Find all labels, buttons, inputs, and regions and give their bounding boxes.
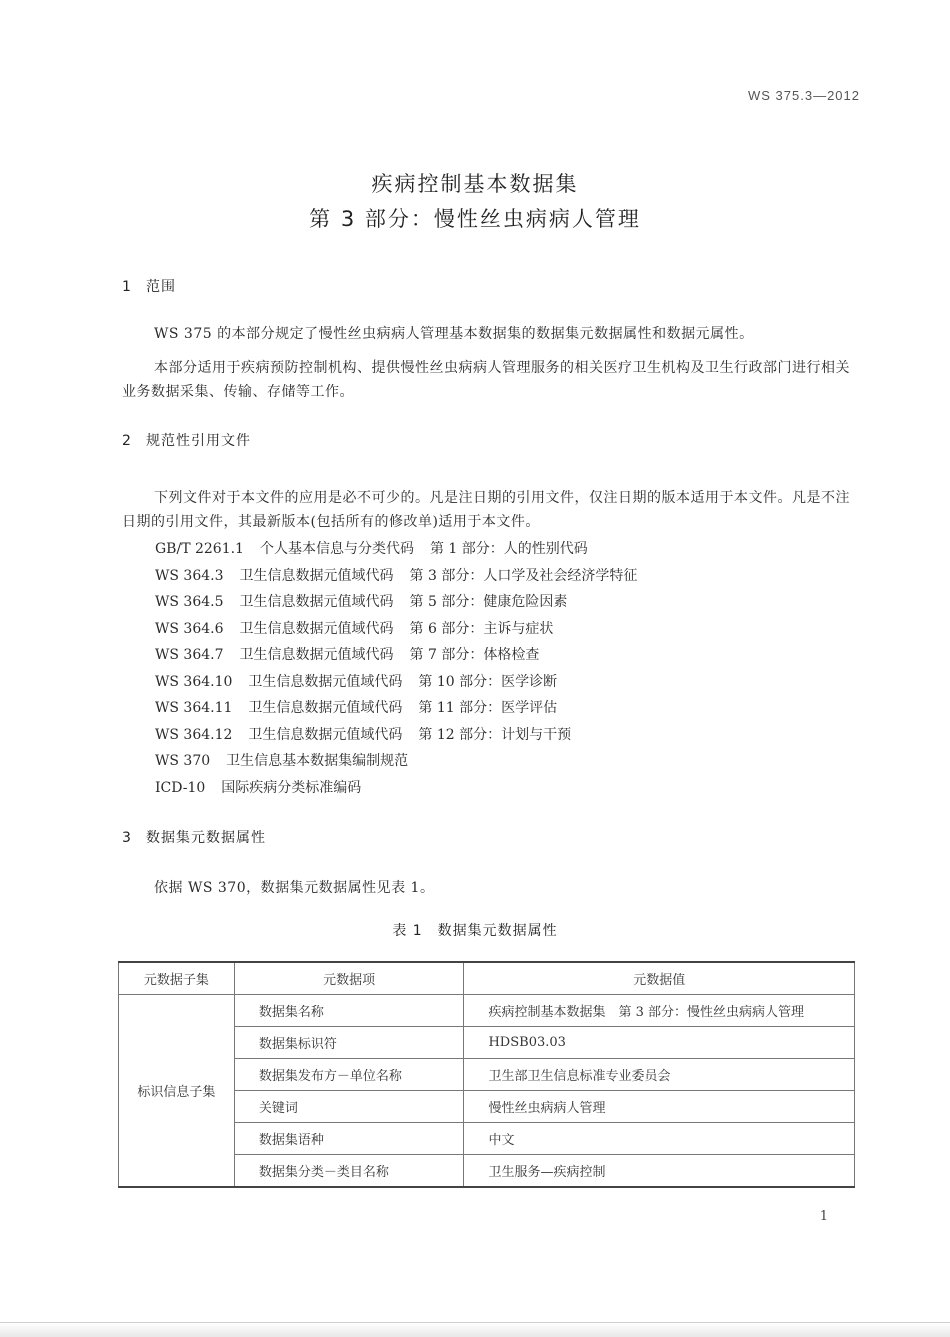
reference-part: 第 1 部分：人的性别代码 xyxy=(429,541,588,557)
metadata-item: 数据集名称 xyxy=(234,995,464,1027)
reference-title: 卫生信息数据元值域代码 xyxy=(239,620,394,637)
reference-item xyxy=(155,616,637,643)
table-row xyxy=(119,995,855,1027)
reference-title: 卫生信息数据元值域代码 xyxy=(239,647,394,663)
document-subtitle: 第 3 部分：慢性丝虫病病人管理 xyxy=(309,207,641,231)
reference-title: 卫生信息数据元值域代码 xyxy=(239,567,394,584)
metadata-item: 数据集分类－类目名称 xyxy=(234,1155,464,1188)
reference-code: WS 364.6 xyxy=(155,620,224,637)
reference-part: 第 5 部分：健康危险因素 xyxy=(409,594,568,610)
metadata-value: 卫生部卫生信息标准专业委员会 xyxy=(464,1059,855,1091)
reference-code: WS 364.10 xyxy=(155,673,233,690)
section-heading-scope xyxy=(122,276,176,296)
column-header: 元数据子集 xyxy=(119,962,235,995)
paragraph: 依据 WS 370，数据集元数据属性见表 1。 xyxy=(154,880,435,896)
metadata-value: 疾病控制基本数据集 第 3 部分：慢性丝虫病病人管理 xyxy=(464,995,855,1027)
reference-code: WS 370 xyxy=(155,753,211,769)
reference-code: WS 364.5 xyxy=(155,594,224,610)
document-code: WS 375.3—2012 xyxy=(747,88,860,103)
reference-title: 卫生信息基本数据集编制规范 xyxy=(226,753,409,769)
reference-item xyxy=(155,589,637,616)
reference-title: 国际疾病分类标准编码 xyxy=(221,779,362,796)
reference-title: 卫生信息数据元值域代码 xyxy=(248,726,403,743)
metadata-item: 数据集标识符 xyxy=(234,1027,464,1059)
reference-part: 第 6 部分：主诉与症状 xyxy=(409,620,554,637)
column-header: 元数据值 xyxy=(464,962,855,995)
metadata-item: 数据集发布方－单位名称 xyxy=(234,1059,464,1091)
reference-item xyxy=(155,563,637,590)
paragraph: 下列文件对于本文件的应用是必不可少的。凡是注日期的引用文件，仅注日期的版本适用于本文件。凡是不注日期的引用文件，其最新版本(包括所有的修改单)适用于本文件。 xyxy=(122,490,850,530)
reference-part: 第 7 部分：体格检查 xyxy=(409,647,540,663)
reference-part: 第 10 部分：医学诊断 xyxy=(418,673,558,690)
section-number: 1 xyxy=(122,279,131,295)
page-number: 1 xyxy=(819,1209,828,1224)
reference-item xyxy=(155,775,637,802)
metadata-value: 慢性丝虫病病人管理 xyxy=(464,1091,855,1123)
reference-code: ICD-10 xyxy=(155,779,206,796)
paragraph: WS 375 的本部分规定了慢性丝虫病病人管理基本数据集的数据集元数据属性和数据元属性。 xyxy=(154,326,754,342)
section-number: 2 xyxy=(122,433,131,449)
section-heading-normative-references xyxy=(122,430,251,450)
document-title: 疾病控制基本数据集 xyxy=(371,172,579,196)
reference-list xyxy=(155,536,637,801)
metadata-item: 数据集语种 xyxy=(234,1123,464,1155)
reference-code: WS 364.3 xyxy=(155,567,224,584)
reference-part: 第 11 部分：医学评估 xyxy=(418,700,558,716)
paragraph: 本部分适用于疾病预防控制机构、提供慢性丝虫病病人管理服务的相关医疗卫生机构及卫生行政部门进行相关业务数据采集、传输、存储等工作。 xyxy=(122,360,850,400)
metadata-table xyxy=(118,961,855,1188)
metadata-value: 中文 xyxy=(464,1123,855,1155)
table-caption: 表 1 数据集元数据属性 xyxy=(392,923,558,939)
metadata-value: 卫生服务—疾病控制 xyxy=(464,1155,855,1188)
reference-code: WS 364.12 xyxy=(155,726,233,743)
metadata-value: HDSB03.03 xyxy=(464,1027,855,1059)
reference-code: WS 364.11 xyxy=(155,700,233,716)
reference-title: 卫生信息数据元值域代码 xyxy=(248,673,403,690)
reference-title: 个人基本信息与分类代码 xyxy=(259,541,414,557)
section-number: 3 xyxy=(122,830,131,846)
reference-item xyxy=(155,536,637,563)
reference-item xyxy=(155,695,637,722)
section-title: 数据集元数据属性 xyxy=(146,830,266,846)
reference-code: GB/T 2261.1 xyxy=(155,541,244,557)
reference-item xyxy=(155,748,637,775)
table-header-row xyxy=(119,962,855,995)
section-title: 规范性引用文件 xyxy=(146,433,251,449)
reference-title: 卫生信息数据元值域代码 xyxy=(248,700,403,716)
subset-group-cell: 标识信息子集 xyxy=(119,995,235,1188)
reference-item xyxy=(155,669,637,696)
page-edge-divider xyxy=(0,1322,950,1337)
metadata-item: 关键词 xyxy=(234,1091,464,1123)
reference-part: 第 12 部分：计划与干预 xyxy=(418,726,572,743)
section-title: 范围 xyxy=(146,279,176,295)
column-header: 元数据项 xyxy=(234,962,464,995)
reference-title: 卫生信息数据元值域代码 xyxy=(239,594,394,610)
reference-part: 第 3 部分：人口学及社会经济学特征 xyxy=(409,567,638,584)
reference-item xyxy=(155,722,637,749)
section-heading-dataset-metadata xyxy=(122,827,266,847)
reference-code: WS 364.7 xyxy=(155,647,224,663)
reference-item xyxy=(155,642,637,669)
